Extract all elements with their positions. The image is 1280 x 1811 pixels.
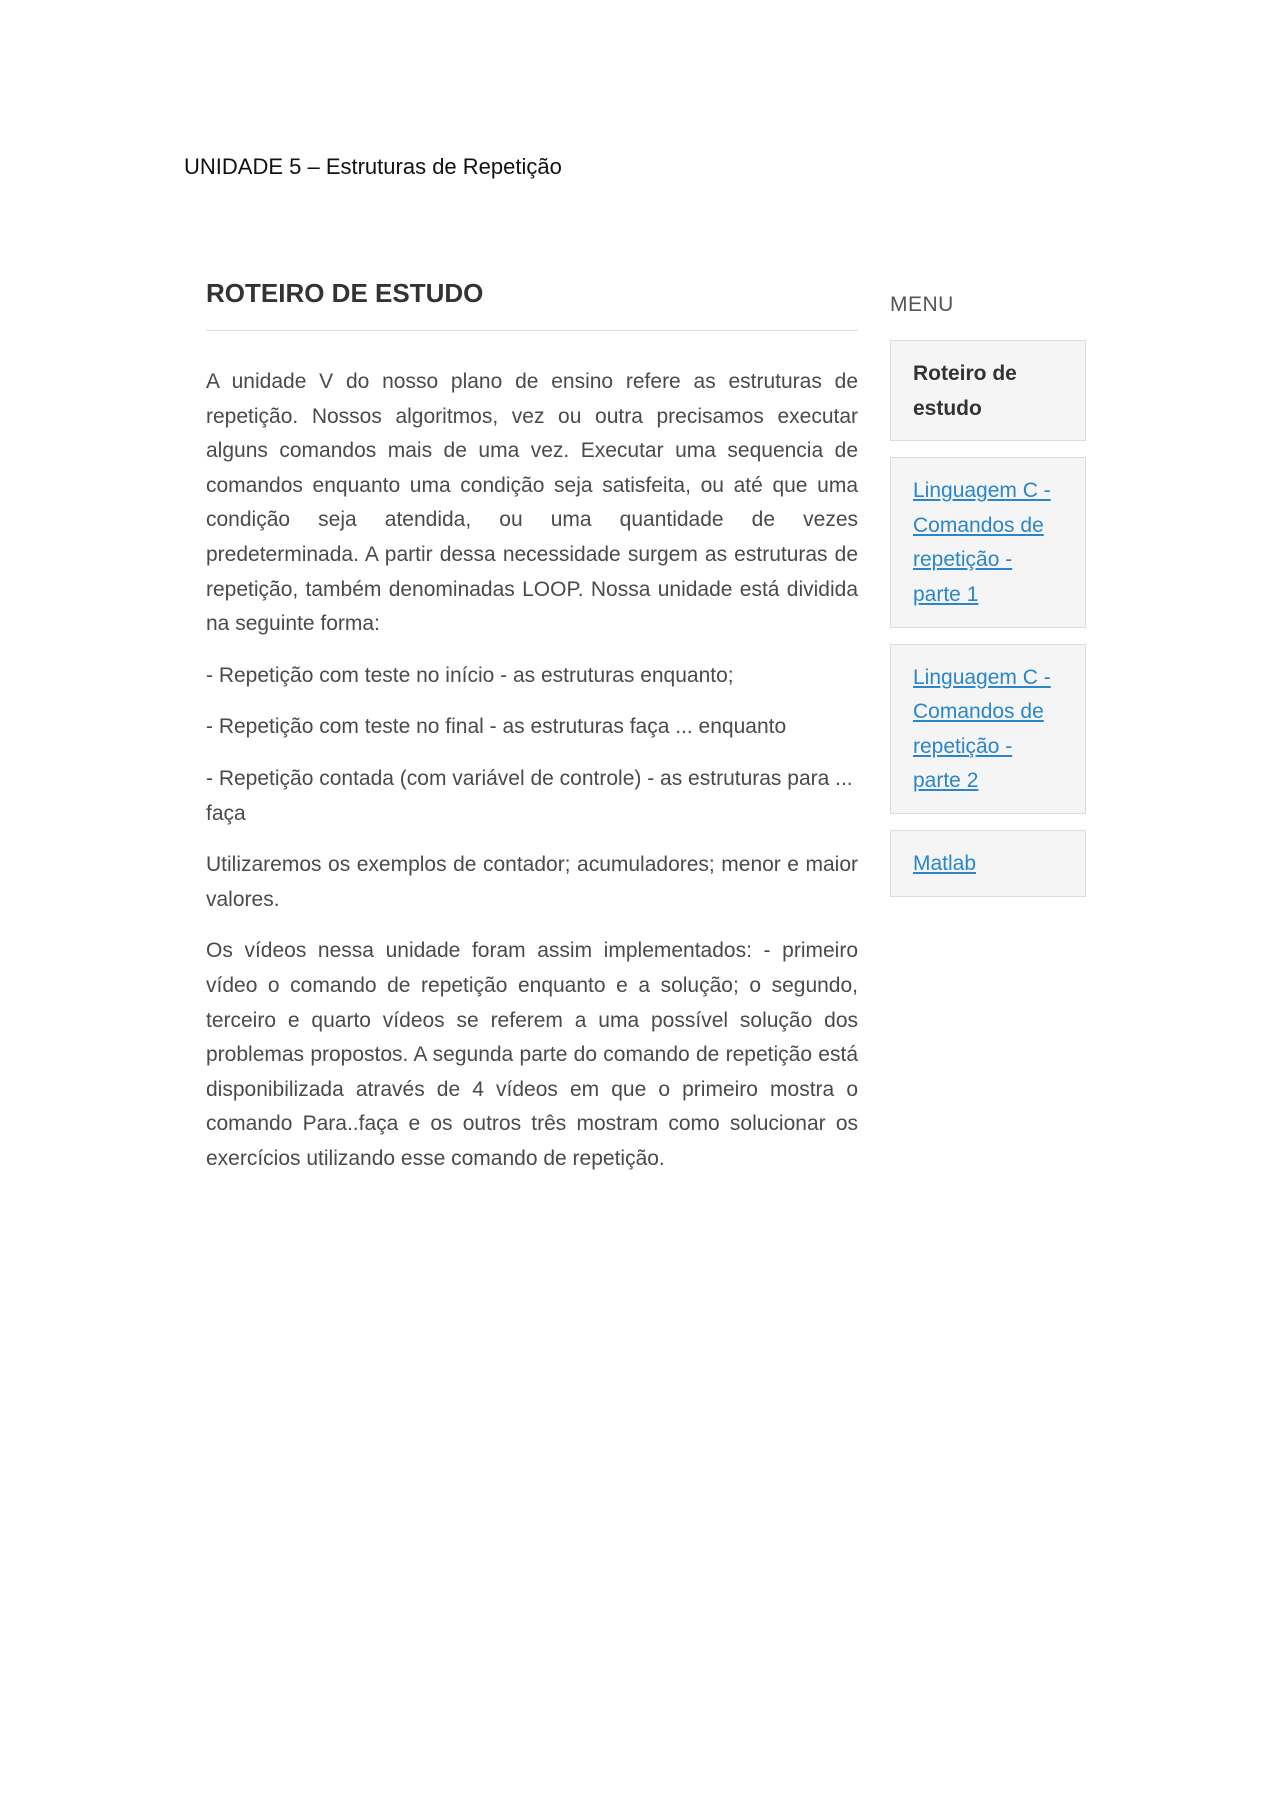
examples-paragraph: Utilizaremos os exemplos de contador; acumuladores; menor e maior valores. — [206, 853, 858, 911]
link-linguagem-c-parte-2[interactable]: Linguagem C - Comandos de repetição - parte 2 — [913, 665, 1051, 793]
menu-heading: MENU — [890, 293, 954, 316]
menu-item-roteiro — [890, 340, 1086, 441]
link-matlab[interactable]: Matlab — [913, 851, 977, 875]
menu-item-linguagem-c-parte-2 — [890, 644, 1086, 814]
main-content — [206, 276, 858, 1193]
intro-paragraph: A unidade V do nosso plano de ensino refere as estruturas de repetição. Nossos algoritmos, vez ou outra precisamos executar alguns comandos mais de uma vez. Executar uma sequencia de comandos enquanto uma condição seja satisfeita, ou até que uma condição seja atendida, ou uma quantidade de vezes predeterminada. A partir dessa necessidade surgem as estruturas de repetição, também denominadas LOOP. Nossa unidade está dividida na seguinte forma: — [206, 370, 858, 636]
title-divider — [206, 330, 858, 331]
sidebar-menu — [890, 290, 1086, 913]
menu-item-label: Roteiro de estudo — [913, 362, 1017, 420]
bullet-item-para-faca: - Repetição contada (com variável de controle) - as estruturas para ... faça — [206, 766, 853, 825]
bullet-item-faca-enquanto: - Repetição com teste no final - as estruturas faça ... enquanto — [206, 715, 787, 739]
page-title: ROTEIRO DE ESTUDO — [206, 278, 484, 308]
bullet-item-enquanto: - Repetição com teste no início - as estruturas enquanto; — [206, 663, 734, 687]
document-header: UNIDADE 5 – Estruturas de Repetição — [184, 154, 562, 179]
videos-paragraph: Os vídeos nessa unidade foram assim implementados: - primeiro vídeo o comando de repetição enquanto e a solução; o segundo, terceiro e quarto vídeos se referem a uma possível solução dos problemas propostos. A segunda parte do comando de repetição está disponibilizada através de 4 vídeos em que o primeiro mostra o comando Para..faça e os outros três mostram como solucionar os exercícios utilizando esse comando de repetição. — [206, 939, 858, 1170]
menu-item-linguagem-c-parte-1 — [890, 457, 1086, 627]
menu-item-matlab — [890, 830, 1086, 897]
link-linguagem-c-parte-1[interactable]: Linguagem C - Comandos de repetição - parte 1 — [913, 479, 1051, 606]
